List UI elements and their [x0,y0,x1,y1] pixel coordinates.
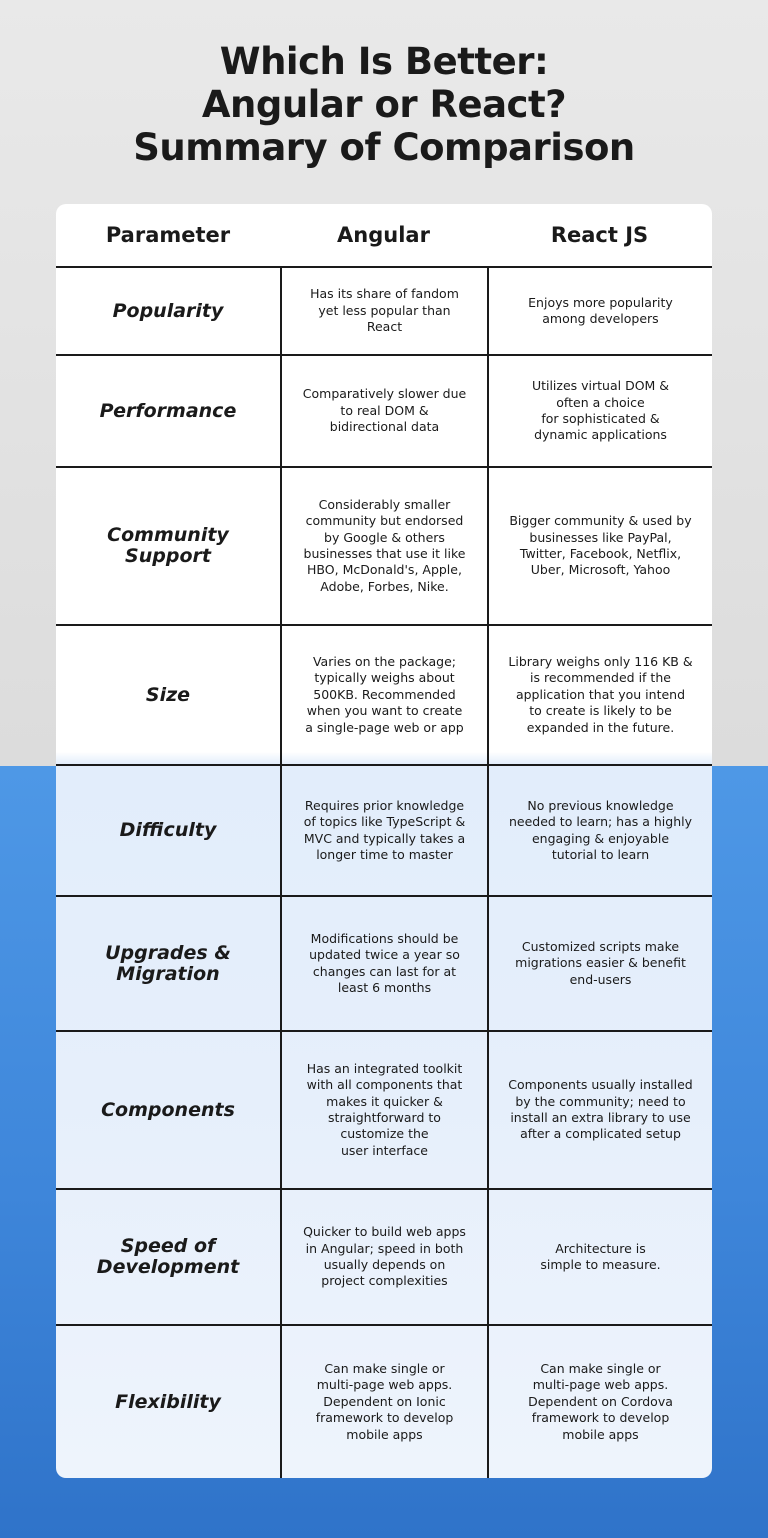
row-parameter: Size [145,683,191,706]
table-row [56,1190,712,1324]
row-react-value: Bigger community & used by businesses like PayPal, Twitter, Facebook, Netflix, Uber, Microsoft, Yahoo [487,468,712,624]
page-title [0,40,768,169]
row-react-value: Enjoys more popularity among developers [487,268,712,354]
row-parameter: Difficulty [119,819,217,841]
row-parameter: Flexibility [115,1390,221,1413]
row-angular-value: Requires prior knowledge of topics like TypeScript & MVC and typically takes a longer time to master [280,766,487,895]
row-parameter: Speed of Development [96,1235,240,1278]
header-angular: Angular [337,223,430,247]
table-row [56,1032,712,1188]
title-line-1: Which Is Better: [219,40,549,83]
row-angular-value: Has an integrated toolkit with all components that makes it quicker & straightforward to customize the user interface [280,1032,487,1188]
row-angular-value: Considerably smaller community but endorsed by Google & others businesses that use it like HBO, McDonald's, Apple, Adobe, Forbes, Nike. [280,468,487,624]
row-angular-value: Can make single or multi-page web apps. Dependent on Ionic framework to develop mobile apps [280,1326,487,1478]
title-line-3: Summary of Comparison [133,126,635,169]
title-line-2: Angular or React? [201,83,567,126]
comparison-table [56,204,712,1478]
table-row [56,468,712,624]
row-react-value: Can make single or multi-page web apps. Dependent on Cordova framework to develop mobile apps [487,1326,712,1478]
table-row [56,1326,712,1478]
row-parameter: Components [101,1098,235,1121]
row-parameter: Community Support [107,524,229,567]
row-react-value: Utilizes virtual DOM & often a choice for sophisticated & dynamic applications [487,356,712,466]
row-react-value: No previous knowledge needed to learn; has a highly engaging & enjoyable tutorial to learn [487,766,712,895]
row-angular-value: Comparatively slower due to real DOM & bidirectional data [280,356,487,466]
table-row [56,626,712,764]
row-react-value: Library weighs only 116 KB & is recommended if the application that you intend to create is likely to be expanded in the future. [487,626,712,764]
row-react-value: Customized scripts make migrations easier & benefit end-users [487,897,712,1030]
row-react-value: Architecture is simple to measure. [487,1190,712,1324]
header-parameter: Parameter [105,223,231,247]
table-header-row [56,204,712,266]
table-row [56,268,712,354]
table-row [56,356,712,466]
row-angular-value: Has its share of fandom yet less popular than React [280,268,487,354]
table-row [56,897,712,1030]
row-parameter: Upgrades & Migration [105,941,231,985]
row-angular-value: Quicker to build web apps in Angular; speed in both usually depends on project complexities [280,1190,487,1324]
row-angular-value: Varies on the package; typically weighs about 500KB. Recommended when you want to create a single-page web or app [280,626,487,764]
table-row [56,766,712,895]
row-parameter: Popularity [112,299,224,322]
header-react: React JS [550,223,649,247]
row-react-value: Components usually installed by the community; need to install an extra library to use after a complicated setup [487,1032,712,1188]
row-angular-value: Modifications should be updated twice a year so changes can last for at least 6 months [280,897,487,1030]
row-parameter: Performance [99,399,237,422]
